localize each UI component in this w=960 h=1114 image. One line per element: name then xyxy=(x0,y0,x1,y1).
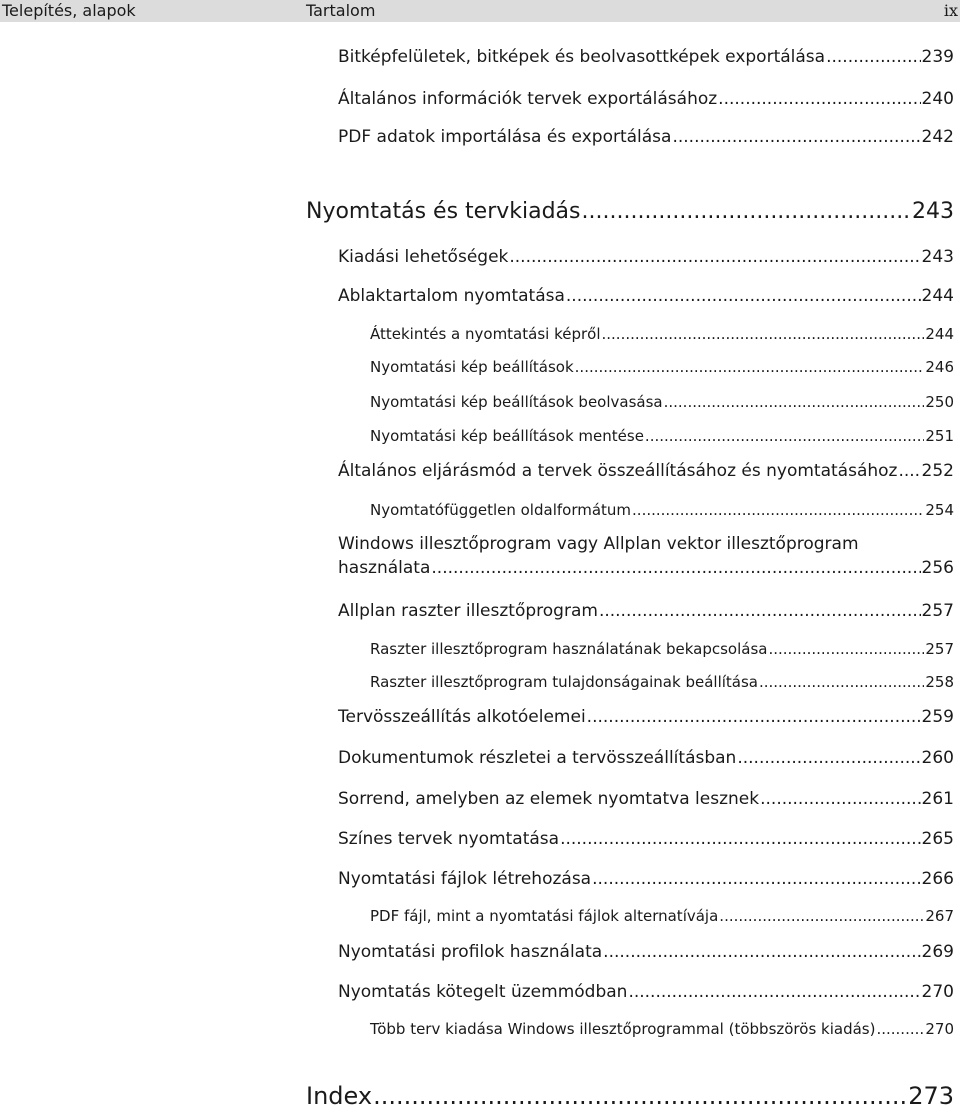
toc-leader-dots xyxy=(759,673,924,691)
toc-entry[interactable] xyxy=(338,869,954,889)
toc-leader-dots xyxy=(737,748,920,768)
toc-leader-dots xyxy=(719,907,924,925)
toc-entry-page: 246 xyxy=(925,358,954,376)
toc-entry-page: 254 xyxy=(925,501,954,519)
toc-entry-page: 258 xyxy=(925,673,954,691)
toc-entry-page: 242 xyxy=(921,127,954,147)
toc-leader-dots xyxy=(431,558,920,578)
toc-subentry[interactable] xyxy=(370,325,954,343)
toc-entry-page: 250 xyxy=(925,393,954,411)
toc-entry-title: Nyomtatás kötegelt üzemmódban xyxy=(338,982,628,1002)
toc-entry-page: 266 xyxy=(921,869,954,889)
toc-entry[interactable] xyxy=(338,789,954,809)
toc-entry[interactable] xyxy=(338,707,954,727)
toc-entry-page: 267 xyxy=(925,907,954,925)
toc-subentry[interactable] xyxy=(370,1020,954,1038)
toc-entry[interactable] xyxy=(338,461,954,481)
toc-subentry[interactable] xyxy=(370,358,954,376)
toc-entry-title: Dokumentumok részletei a tervösszeállításban xyxy=(338,748,737,768)
toc-leader-dots xyxy=(373,1082,907,1110)
toc-entry-page: 273 xyxy=(908,1082,954,1110)
toc-leader-dots xyxy=(575,358,925,376)
toc-entry[interactable] xyxy=(338,601,954,621)
toc-entry-page: 243 xyxy=(921,247,954,267)
toc-entry[interactable] xyxy=(338,127,954,147)
toc-entry-page: 256 xyxy=(921,558,954,578)
toc-entry[interactable] xyxy=(338,982,954,1002)
toc-entry-title: PDF adatok importálása és exportálása xyxy=(338,127,672,147)
toc-leader-dots xyxy=(826,47,920,67)
toc-chapter-entry[interactable] xyxy=(306,199,954,224)
toc-index-entry[interactable] xyxy=(306,1082,954,1110)
toc-leader-dots xyxy=(603,942,920,962)
toc-entry-title: Nyomtatófüggetlen oldalformátum xyxy=(370,501,632,519)
toc-entry-title: Nyomtatási kép beállítások mentése xyxy=(370,427,644,445)
toc-subentry[interactable] xyxy=(370,427,954,445)
toc-leader-dots xyxy=(760,789,920,809)
toc-entry-page: 240 xyxy=(921,89,954,109)
toc-leader-dots xyxy=(602,325,925,343)
toc-leader-dots xyxy=(645,427,924,445)
toc-subentry[interactable] xyxy=(370,393,954,411)
toc-entry-title: Index xyxy=(306,1082,373,1110)
toc-entry-page: 270 xyxy=(925,1020,954,1038)
toc-entry-title: Nyomtatási kép beállítások xyxy=(370,358,574,376)
toc-entry-page: 251 xyxy=(925,427,954,445)
toc-entry-title: Áttekintés a nyomtatási képről xyxy=(370,325,601,343)
header-page-number: ix xyxy=(943,1,958,20)
toc-leader-dots xyxy=(599,601,921,621)
toc-entry-title: Tervösszeállítás alkotóelemei xyxy=(338,707,586,727)
toc-entry-page: 265 xyxy=(921,829,954,849)
toc-entry-title: Allplan raszter illesztőprogram xyxy=(338,601,598,621)
toc-entry-title: Nyomtatás és tervkiadás xyxy=(306,199,581,224)
toc-entry[interactable] xyxy=(338,748,954,768)
toc-entry-page: 257 xyxy=(921,601,954,621)
toc-entry-page: 252 xyxy=(921,461,954,481)
toc-entry-title: Általános eljárásmód a tervek összeállításához és nyomtatásához xyxy=(338,461,898,481)
toc-entry-page: 244 xyxy=(921,286,954,306)
toc-leader-dots xyxy=(582,199,912,224)
toc-leader-dots xyxy=(718,89,920,109)
toc-entry-title: Több terv kiadása Windows illesztőprogrammal (többszörös kiadás) xyxy=(370,1020,876,1038)
header-chapter-title: Tartalom xyxy=(306,1,376,20)
toc-leader-dots xyxy=(560,829,920,849)
toc-subentry[interactable] xyxy=(370,907,954,925)
toc-entry-title: Bitképfelületek, bitképek és beolvasottképek exportálása xyxy=(338,47,826,67)
toc-entry-page: 260 xyxy=(921,748,954,768)
header-section-title: Telepítés, alapok xyxy=(2,1,136,20)
toc-entry-title: Raszter illesztőprogram tulajdonságainak beállítása xyxy=(370,673,758,691)
toc-leader-dots xyxy=(664,393,925,411)
toc-entry-title: Nyomtatási profilok használata xyxy=(338,942,603,962)
page-header xyxy=(0,0,960,22)
toc-leader-dots xyxy=(592,869,920,889)
toc-entry-title: Ablaktartalom nyomtatása xyxy=(338,286,565,306)
toc-entry-title: Raszter illesztőprogram használatának bekapcsolása xyxy=(370,640,768,658)
toc-leader-dots xyxy=(898,461,920,481)
toc-entry[interactable] xyxy=(338,89,954,109)
toc-entry-title: Nyomtatási kép beállítások beolvasása xyxy=(370,393,663,411)
toc-entry[interactable] xyxy=(338,829,954,849)
toc-entry-title: Sorrend, amelyben az elemek nyomtatva lesznek xyxy=(338,789,760,809)
toc-entry-title: Színes tervek nyomtatása xyxy=(338,829,560,849)
toc-entry-page: 239 xyxy=(921,47,954,67)
toc-entry[interactable] xyxy=(338,247,954,267)
toc-leader-dots xyxy=(628,982,920,1002)
toc-subentry[interactable] xyxy=(370,673,954,691)
toc-entry-page: 269 xyxy=(921,942,954,962)
toc-leader-dots xyxy=(509,247,920,267)
toc-entry[interactable] xyxy=(338,47,954,67)
toc-entry-page: 244 xyxy=(925,325,954,343)
toc-subentry[interactable] xyxy=(370,501,954,519)
toc-entry-title: PDF fájl, mint a nyomtatási fájlok alternatívája xyxy=(370,907,719,925)
toc-leader-dots xyxy=(587,707,921,727)
toc-entry-title: Kiadási lehetőségek xyxy=(338,247,509,267)
toc-entry-title-continued: használata xyxy=(338,558,431,578)
toc-leader-dots xyxy=(566,286,921,306)
toc-entry-page: 257 xyxy=(925,640,954,658)
toc-entry[interactable] xyxy=(338,286,954,306)
toc-entry[interactable] xyxy=(338,942,954,962)
toc-entry-page: 243 xyxy=(912,199,954,224)
toc-leader-dots xyxy=(768,640,924,658)
toc-leader-dots xyxy=(632,501,924,519)
toc-entry-page: 261 xyxy=(921,789,954,809)
toc-leader-dots xyxy=(876,1020,924,1038)
toc-entry-page: 259 xyxy=(921,707,954,727)
toc-entry[interactable] xyxy=(338,534,954,578)
toc-leader-dots xyxy=(672,127,920,147)
toc-entry-title: Windows illesztőprogram vagy Allplan vektor illesztőprogram xyxy=(338,534,859,554)
toc-entry-title: Általános információk tervek exportálásához xyxy=(338,89,718,109)
toc-subentry[interactable] xyxy=(370,640,954,658)
toc-entry-page: 270 xyxy=(921,982,954,1002)
toc-entry-title: Nyomtatási fájlok létrehozása xyxy=(338,869,592,889)
